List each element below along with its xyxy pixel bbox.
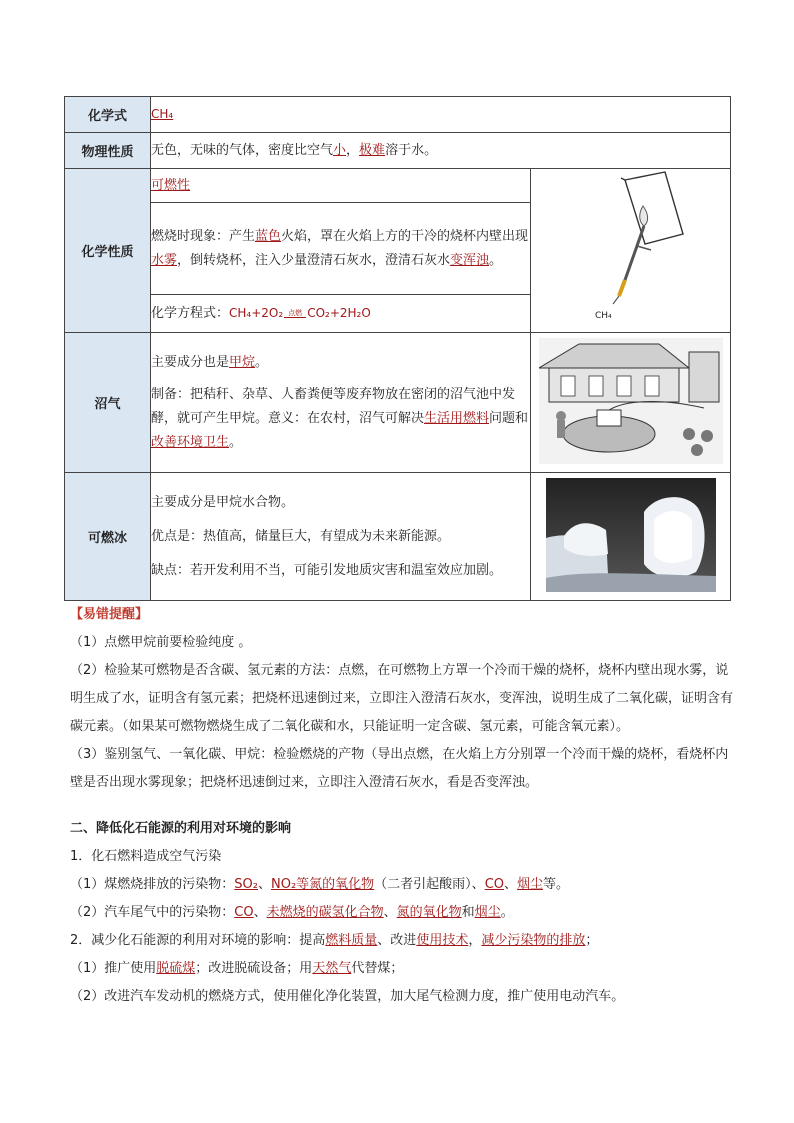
ice-figure <box>531 473 731 601</box>
phenomenon-text: 燃烧时现象：产生蓝色火焰，罩在火焰上方的干冷的烧杯内壁出现水雾，倒转烧杯，注入少量澄清石灰水，澄清石灰水变浑浊。 <box>151 203 531 295</box>
row-biogas <box>65 333 731 473</box>
methane-burning-figure <box>531 169 731 333</box>
methane-table <box>64 96 731 601</box>
methane-burning-diagram <box>533 170 729 328</box>
section-2-item-2: 2．减少化石能源的利用对环境的影响：提高燃料质量、改进使用技术，减少污染物的排放； <box>70 933 599 948</box>
biogas-figure <box>531 333 731 473</box>
biogas-text: 主要成分也是甲烷。 制备：把秸秆、杂草、人畜粪便等废弃物放在密闭的沼气池中发酵，就可产生甲烷。意义：在农村，沼气可解决生活用燃料问题和改善环境卫生。 <box>151 333 531 473</box>
header-chemical: 化学性质 <box>65 169 151 333</box>
car-pollutants: （2）汽车尾气中的污染物：CO、未燃烧的碳氢化合物、氮的氧化物和烟尘。 <box>70 905 514 920</box>
physical-text: 无色，无味的气体，密度比空气小，极难溶于水。 <box>151 133 731 169</box>
biogas-illustration <box>539 338 723 464</box>
ice-text: 主要成分是甲烷水合物。 优点是：热值高，储量巨大，有望成为未来新能源。 缺点：若开发利用不当，可能引发地质灾害和温室效应加剧。 <box>151 473 531 601</box>
tip-3: （3）鉴别氢气、一氧化碳、甲烷：检验燃烧的产物（导出点燃，在火焰上方分别罩一个冷而干燥的烧杯，看烧杯内壁是否出现水雾现象；把烧杯迅速倒过来，立即注入澄清石灰水，看是否变浑浊。 <box>70 747 729 790</box>
header-physical: 物理性质 <box>65 133 151 169</box>
measure-2: （2）改进汽车发动机的燃烧方式，使用催化净化装置，加大尾气检测力度，推广使用电动汽车。 <box>70 989 625 1004</box>
diagram-ch4-label: CH₄ <box>594 310 612 321</box>
row-formula <box>65 97 731 133</box>
section-2-title: 二、降低化石能源的利用对环境的影响 <box>70 821 292 836</box>
header-formula: 化学式 <box>65 97 151 133</box>
header-ice: 可燃冰 <box>65 473 151 601</box>
formula-value: CH₄ <box>151 107 174 121</box>
coal-pollutants: （1）煤燃烧排放的污染物：SO₂、NO₂等氮的氧化物（二者引起酸雨）、CO、烟尘等。 <box>70 877 570 892</box>
flammable-label: 可燃性 <box>151 177 191 193</box>
section-2 <box>70 815 740 1011</box>
row-physical <box>65 133 731 169</box>
row-chem-flammable <box>65 169 731 203</box>
section-2-item-1: 1．化石燃料造成空气污染 <box>70 849 222 864</box>
tips-title: 【易错提醒】 <box>70 607 149 622</box>
tip-2: （2）检验某可燃物是否含碳、氢元素的方法：点燃，在可燃物上方罩一个冷而干燥的烧杯，烧杯内壁出现水雾，说明生成了水，证明含有氢元素；把烧杯迅速倒过来，立即注入澄清石灰水，变浑浊，说明生成了二氧化碳，证明含有碳元素。（如果某可燃物燃烧生成了二氧化碳和水，只能证明一定含碳、氢元素，可能含氧元素）。 <box>70 663 734 734</box>
row-ice <box>65 473 731 601</box>
measure-1: （1）推广使用脱硫煤；改进脱硫设备；用天然气代替煤； <box>70 961 404 976</box>
header-biogas: 沼气 <box>65 333 151 473</box>
equation-text: 化学方程式：CH₄+2O₂ 点燃 CO₂+2H₂O <box>151 295 531 333</box>
tip-1: （1）点燃甲烷前要检验纯度 。 <box>70 635 252 650</box>
tips-section <box>70 601 740 797</box>
combustible-ice-photo <box>546 478 716 592</box>
